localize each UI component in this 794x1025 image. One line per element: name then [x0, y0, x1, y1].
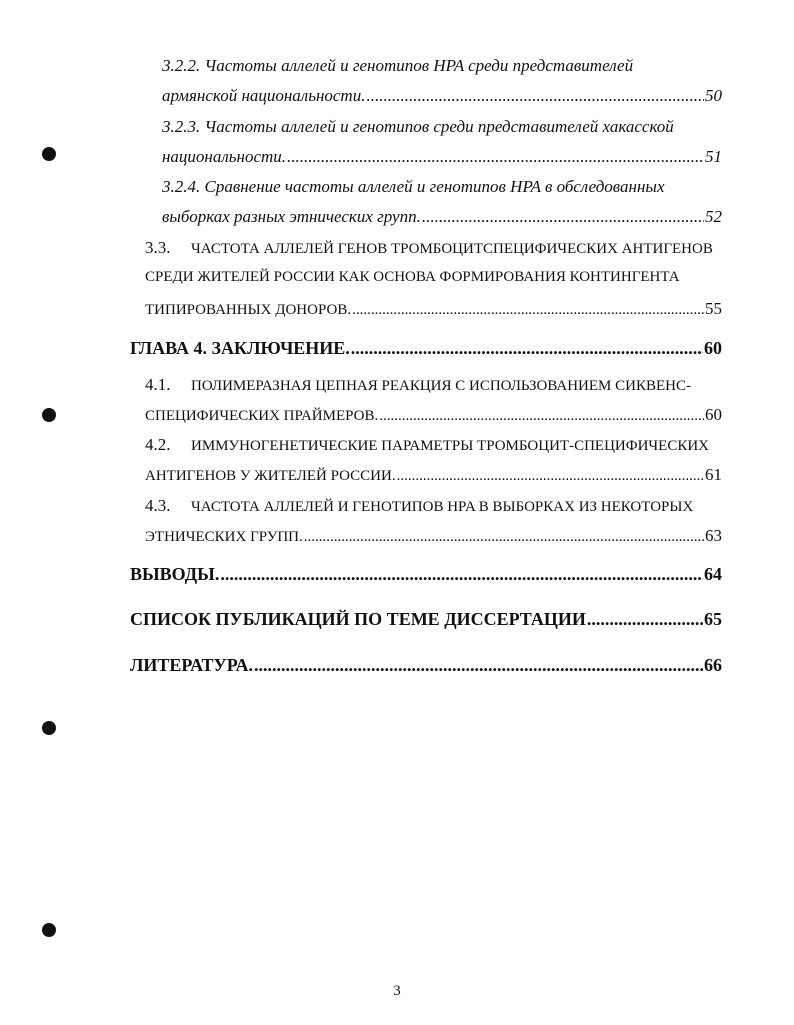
- toc-text: армянской национальности.: [162, 86, 366, 105]
- toc-leader: [287, 147, 704, 167]
- toc-text: СПИСОК ПУБЛИКАЦИЙ ПО ТЕМЕ ДИССЕРТАЦИИ: [130, 609, 586, 629]
- toc-leader: [220, 564, 703, 585]
- toc-text: СПЕЦИФИЧЕСКИХ ПРАЙМЕРОВ.: [145, 408, 379, 424]
- toc-text: ЛИТЕРАТУРА.: [130, 655, 253, 675]
- toc-entry-line: [145, 526, 722, 546]
- toc-leader: [304, 529, 704, 546]
- punch-hole-icon: [42, 721, 56, 735]
- toc-page: 65: [704, 609, 722, 629]
- toc-number: 3.2.2.: [162, 56, 201, 75]
- toc-references: [130, 655, 722, 676]
- toc-page: 50: [705, 86, 722, 105]
- toc-entry-line: [162, 86, 722, 106]
- toc-entry-line: [145, 405, 722, 425]
- toc-entry-4-3: [145, 496, 693, 516]
- toc-text: СРЕДИ ЖИТЕЛЕЙ РОССИИ КАК ОСНОВА ФОРМИРОВАНИЯ КОНТИНГЕНТА: [145, 269, 680, 285]
- toc-number: 3.3.: [145, 238, 171, 257]
- toc-text: Сравнение частоты аллелей и генотипов HPA в обследованных: [204, 177, 665, 196]
- toc-leader: [422, 207, 704, 227]
- toc-text: Частоты аллелей и генотипов среди представителей хакасской: [204, 117, 674, 136]
- toc-entry-4-1: [145, 375, 691, 395]
- toc-page: 66: [704, 655, 722, 675]
- toc-conclusions: [130, 564, 722, 585]
- toc-text: ПОЛИМЕРАЗНАЯ ЦЕПНАЯ РЕАКЦИЯ С ИСПОЛЬЗОВАНИЕМ СИКВЕНС-: [191, 378, 691, 394]
- toc-entry-3-2-2: [162, 56, 633, 76]
- punch-hole-icon: [42, 408, 56, 422]
- toc-page: 51: [705, 147, 722, 166]
- toc-text: ЧАСТОТА АЛЛЕЛЕЙ ГЕНОВ ТРОМБОЦИТСПЕЦИФИЧЕСКИХ АНТИГЕНОВ: [191, 241, 713, 257]
- toc-page: 64: [704, 564, 722, 584]
- toc-text: Частоты аллелей и генотипов HPA среди представителей: [204, 56, 634, 75]
- toc-page: 60: [704, 338, 722, 358]
- toc-number: 4.3.: [145, 496, 171, 515]
- punch-hole-icon: [42, 147, 56, 161]
- toc-entry-4-2: [145, 435, 709, 455]
- toc-page: 55: [705, 299, 722, 318]
- toc-entry-line: [145, 269, 680, 286]
- punch-hole-icon: [42, 923, 56, 937]
- toc-text: выборках разных этнических групп.: [162, 207, 421, 226]
- toc-page: 63: [705, 526, 722, 545]
- toc-number: 4.2.: [145, 435, 171, 454]
- toc-chapter-4: [130, 338, 722, 359]
- toc-text: ВЫВОДЫ.: [130, 564, 220, 584]
- toc-leader: [397, 468, 704, 485]
- toc-text: ЧАСТОТА АЛЛЕЛЕЙ И ГЕНОТИПОВ HPA В ВЫБОРКАХ ИЗ НЕКОТОРЫХ: [191, 499, 694, 515]
- toc-leader: [366, 86, 704, 106]
- toc-leader: [352, 302, 704, 319]
- toc-entry-line: [145, 465, 722, 485]
- toc-entry-line: [145, 299, 722, 319]
- toc-page: 61: [705, 465, 722, 484]
- toc-page: 60: [705, 405, 722, 424]
- toc-text: ТИПИРОВАННЫХ ДОНОРОВ.: [145, 302, 352, 318]
- toc-text: ИММУНОГЕНЕТИЧЕСКИЕ ПАРАМЕТРЫ ТРОМБОЦИТ-СПЕЦИФИЧЕСКИХ: [191, 438, 709, 454]
- page-number: 3: [393, 983, 401, 999]
- toc-text: ГЛАВА 4. ЗАКЛЮЧЕНИЕ.: [130, 338, 350, 358]
- toc-entry-3-2-3: [162, 117, 674, 137]
- toc-leader: [379, 408, 704, 425]
- toc-leader: [351, 338, 703, 359]
- toc-entry-line: [162, 147, 722, 167]
- toc-page: 52: [705, 207, 722, 226]
- toc-leader: [587, 609, 703, 630]
- toc-entry-line: [162, 207, 722, 227]
- toc-number: 3.2.3.: [162, 117, 201, 136]
- toc-leader: [254, 655, 703, 676]
- toc-text: ЭТНИЧЕСКИХ ГРУПП.: [145, 529, 303, 545]
- toc-text: АНТИГЕНОВ У ЖИТЕЛЕЙ РОССИИ.: [145, 468, 396, 484]
- toc-publications: [130, 609, 722, 630]
- toc-text: национальности.: [162, 147, 287, 166]
- toc-entry-3-3: [145, 238, 713, 258]
- toc-number: 3.2.4.: [162, 177, 201, 196]
- toc-entry-3-2-4: [162, 177, 665, 197]
- toc-number: 4.1.: [145, 375, 171, 394]
